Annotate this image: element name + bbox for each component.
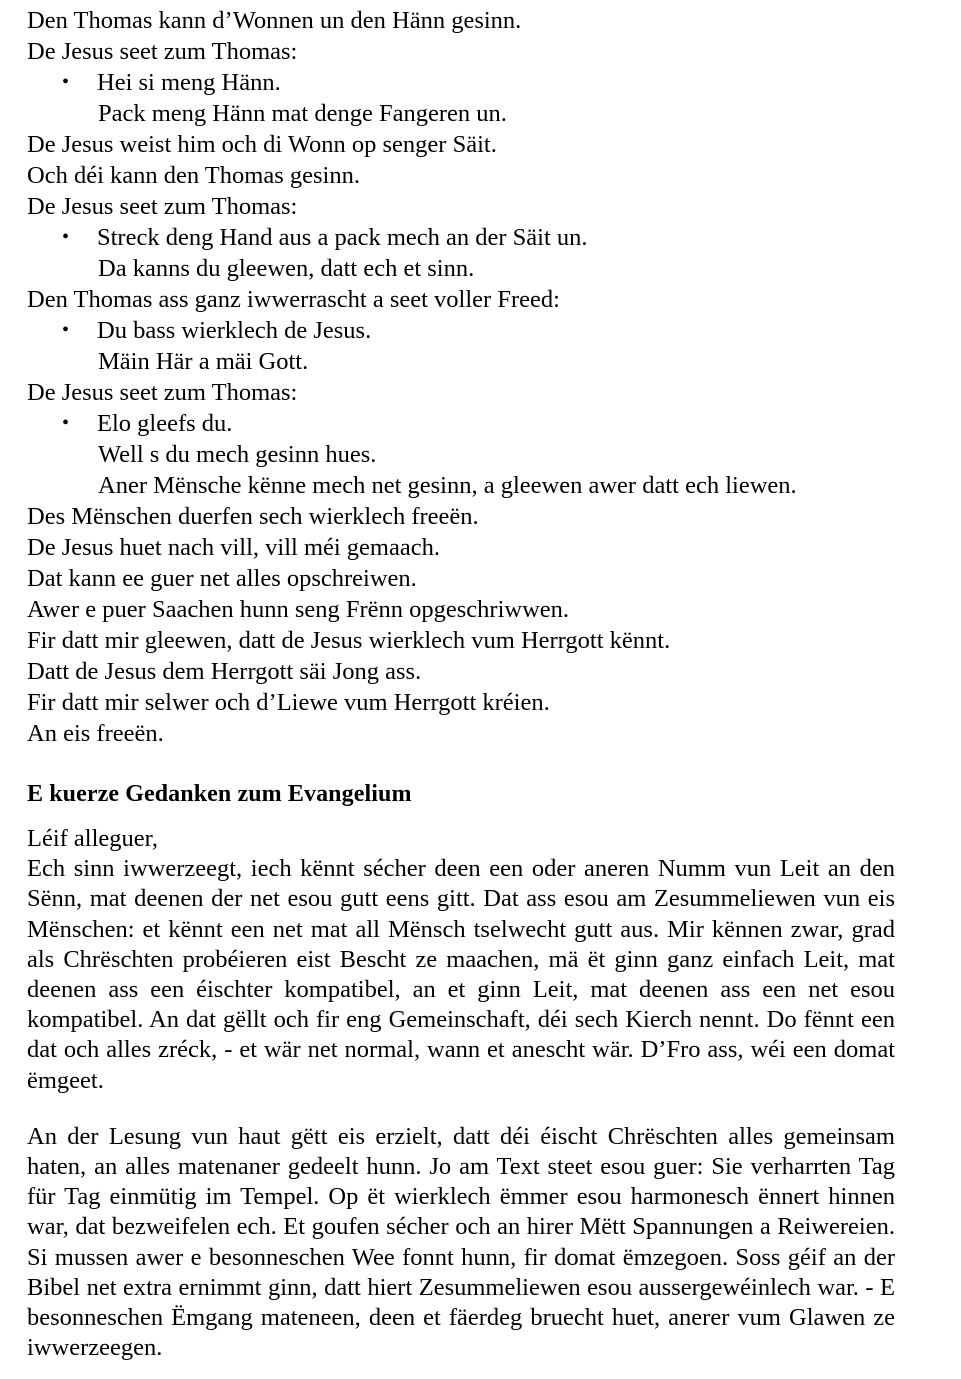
bullet-icon: •	[62, 412, 70, 434]
narrative-subline: Mäin Här a mäi Gott.	[98, 348, 309, 375]
narrative-bullet-item	[27, 315, 895, 346]
narrative-bullet-label: Streck deng Hand aus a pack mech an der Säit un.	[97, 224, 588, 251]
narrative-line: Dat kann ee guer net alles opschreiwen.	[27, 565, 417, 592]
reflection-heading: E kuerze Gedanken zum Evangelium	[27, 781, 412, 807]
bullet-icon: •	[62, 71, 70, 93]
reflection-salutation: Léif alleguer,	[27, 825, 158, 852]
narrative-line: Fir datt mir gleewen, datt de Jesus wierklech vum Herrgott kënnt.	[27, 627, 671, 654]
narrative-bullet-item	[27, 408, 895, 439]
narrative-line: Och déi kann den Thomas gesinn.	[27, 162, 360, 189]
narrative-line: De Jesus weist him och di Wonn op senger Säit.	[27, 131, 497, 158]
paragraph-spacer	[27, 1096, 895, 1122]
narrative-bullet-label: Du bass wierklech de Jesus.	[97, 317, 372, 344]
heading-spacer	[27, 810, 895, 824]
narrative-subline: Well s du mech gesinn hues.	[98, 441, 377, 468]
narrative-line: An eis freeën.	[27, 720, 164, 747]
narrative-line: De Jesus seet zum Thomas:	[27, 379, 298, 406]
narrative-subline: Pack meng Hänn mat denge Fangeren un.	[98, 100, 507, 127]
narrative-bullet-item	[27, 222, 895, 253]
reflection-paragraph-2: An der Lesung vun haut gëtt eis erzielt, datt déi éischt Chrëschten alles gemeinsam haten, an alles matenaner gedeelt hunn. Jo am Text steet esou guer: Sie verharrten Tag für Tag einmütig im Tempel. Op ët wierklech ëmmer esou harmonesch ënnert hinnen war, dat bezweifelen ech. Et goufen sécher och an hirer Mëtt Spannungen a Reiwereien. Si mussen awer e besonneschen Wee fonnt hunn, fir domat ëmzegoen. Soss géif an der Bibel net extra ernimmt ginn, datt hiert Zesummeliewen esou aussergewéinlech war. - E besonneschen Ëmgang mateneen, deen et fäerdeg bruecht huet, anerer vum Glawen ze iwwerzeegen.	[27, 1122, 895, 1362]
narrative-subline: Da kanns du gleewen, datt ech et sinn.	[98, 255, 475, 282]
narrative-line: Den Thomas ass ganz iwwerrascht a seet voller Freed:	[27, 286, 560, 313]
narrative-bullet-label: Hei si meng Hänn.	[97, 69, 281, 96]
narrative-bullet-label: Elo gleefs du.	[97, 410, 233, 437]
narrative-line: Fir datt mir selwer och d’Liewe vum Herrgott kréien.	[27, 689, 550, 716]
narrative-line: De Jesus huet nach vill, vill méi gemaach.	[27, 534, 440, 561]
narrative-line: De Jesus seet zum Thomas:	[27, 38, 298, 65]
page-content	[27, 5, 895, 1363]
narrative-line: Datt de Jesus dem Herrgott säi Jong ass.	[27, 658, 422, 685]
bullet-icon: •	[62, 226, 70, 248]
narrative-subline: Aner Mënsche kënne mech net gesinn, a gleewen awer datt ech liewen.	[98, 472, 797, 499]
narrative-line: Des Mënschen duerfen sech wierklech freeën.	[27, 503, 479, 530]
narrative-line: De Jesus seet zum Thomas:	[27, 193, 298, 220]
gospel-narrative-block	[27, 5, 895, 749]
narrative-bullet-item	[27, 67, 895, 98]
narrative-line: Awer e puer Saachen hunn seng Frënn opgeschriwwen.	[27, 596, 570, 623]
reflection-paragraph-1: Ech sinn iwwerzeegt, iech kënnt sécher deen een oder aneren Numm vun Leit an den Sënn, mat deenen der net esou gutt eens gitt. Dat ass esou am Zesummeliewen vun eis Mënschen: et kënnt een net mat all Mënsch tselwecht gutt aus. Mir kënnen zwar, grad als Chrëschten probéieren eist Bescht ze maachen, mä ët ginn ganz einfach Leit, mat deenen ass een éischter kompatibel, an et ginn Leit, mat deenen ass een net esou kompatibel. An dat gëllt och fir eng Gemeinschaft, déi sech Kierch nennt. Do fënnt een dat och alles zréck, - et wär net normal, wann et anescht wär. D’Fro ass, wéi een domat ëmgeet.	[27, 855, 895, 1094]
bullet-icon: •	[62, 319, 70, 341]
narrative-line: Den Thomas kann d’Wonnen un den Hänn gesinn.	[27, 7, 522, 34]
section-spacer	[27, 749, 895, 779]
